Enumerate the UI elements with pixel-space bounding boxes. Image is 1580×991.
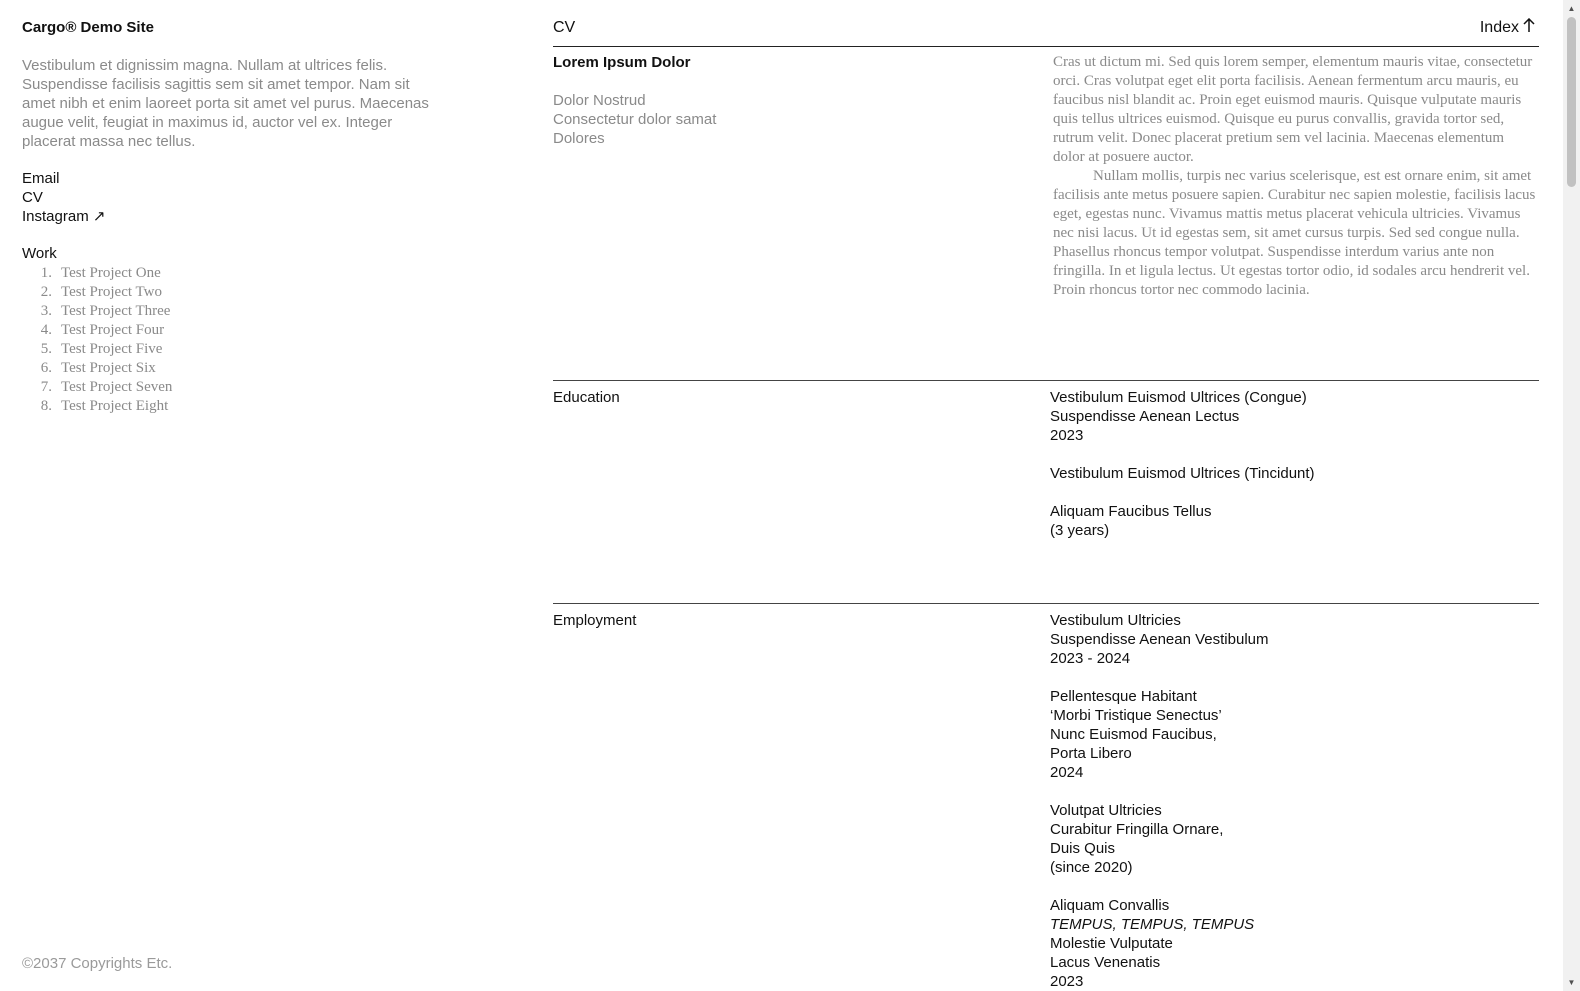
employment-entry	[1050, 896, 1539, 991]
work-item-label[interactable]: Test Project Four	[61, 322, 165, 338]
cv-subtitle-line: Consectetur dolor samat	[553, 111, 717, 128]
work-heading: Work	[22, 245, 57, 262]
intro-left	[553, 53, 1050, 380]
work-item-label[interactable]: Test Project Seven	[61, 379, 173, 395]
page-title: CV	[553, 19, 576, 36]
copyright-text: ©2037 Copyrights Etc.	[22, 955, 173, 972]
scroll-down-icon[interactable]: ▼	[1567, 978, 1576, 987]
work-item-number: 5.	[40, 341, 52, 357]
work-item-label[interactable]: Test Project One	[61, 265, 161, 281]
site-title[interactable]: Cargo® Demo Site	[22, 19, 154, 36]
entry-line: 2023 - 2024	[1050, 650, 1131, 667]
work-item[interactable]	[22, 397, 462, 416]
entry-line: TEMPUS, TEMPUS, TEMPUS	[1050, 916, 1255, 933]
intro-section	[553, 47, 1539, 380]
entry-line: Suspendisse Aenean Vestibulum	[1050, 631, 1269, 648]
work-item[interactable]	[22, 321, 462, 340]
arrow-up-icon[interactable]	[1523, 18, 1535, 39]
scroll-up-icon[interactable]: ▲	[1567, 4, 1576, 13]
work-item[interactable]	[22, 378, 462, 397]
work-item-number: 2.	[40, 284, 52, 300]
entry-line: 2023	[1050, 427, 1084, 444]
entry-line: Aliquam Convallis	[1050, 897, 1170, 914]
scrollbar-thumb[interactable]	[1567, 17, 1576, 187]
entry-line: Pellentesque Habitant	[1050, 688, 1197, 705]
work-item-number: 8.	[40, 398, 52, 414]
work-list	[22, 264, 462, 416]
bio-paragraph: Nullam mollis, turpis nec varius scelerisque, est est ornare enim, sit amet facilisis ante metus posuere sapien. Curabitur nec sapien molestie, facilisis lacus eget, egestas nunc. Vivamus mattis metus placerat vehicula ultricies. Vivamus nec nisi lacus. Ut id egestas sem, sit amet cursus turpis. Sed sed congue nulla. Phasellus rhoncus tempor volutpat. Suspendisse interdum varius ante non fringilla. In et ligula lectus. Ut egestas tortor odio, id sodales arcu hendrerit vel. Proin rhoncus tortor nec commodo lacinia.	[1053, 168, 1536, 298]
entry-line: 2023	[1050, 973, 1084, 990]
index-label[interactable]: Index	[1479, 19, 1519, 36]
entry-line: Nunc Euismod Faucibus,	[1050, 726, 1217, 743]
work-item-label[interactable]: Test Project Six	[61, 360, 156, 376]
instagram-link[interactable]: Instagram ↗	[22, 208, 106, 225]
contact-links	[22, 169, 462, 226]
cv-subtitle-line: Dolor Nostrud	[553, 92, 646, 109]
education-heading: Education	[553, 389, 620, 406]
page-header	[553, 18, 1539, 38]
work-item-label[interactable]: Test Project Three	[61, 303, 171, 319]
work-item-label[interactable]: Test Project Five	[61, 341, 163, 357]
bio-paragraph: Cras ut dictum mi. Sed quis lorem semper, elementum mauris vitae, consectetur orci. Cras volutpat eget elit porta facilisis. Aenean fermentum arcu mauris, eu faucibus nisl blandit ac. Proin eget euismod mauris. Quisque vulputate mauris quis tellus ultrices euismod. Quisque eu purus convallis, gravida tortor sed, rutrum velit. Donec placerat pretium sem vel lacinia. Maecenas elementum dolor at posuere auctor.	[1053, 54, 1533, 165]
entry-line: Porta Libero	[1050, 745, 1132, 762]
employment-heading: Employment	[553, 612, 637, 629]
entry-line: (since 2020)	[1050, 859, 1133, 876]
employment-entry	[1050, 801, 1539, 877]
cv-link[interactable]: CV	[22, 189, 43, 206]
employment-entry	[1050, 687, 1539, 782]
work-item[interactable]	[22, 340, 462, 359]
education-section	[553, 381, 1539, 603]
sidebar	[22, 18, 462, 991]
entry-line: (3 years)	[1050, 522, 1110, 539]
work-item[interactable]	[22, 359, 462, 378]
employment-entry	[1050, 611, 1539, 668]
entry-line: Vestibulum Euismod Ultrices (Tincidunt)	[1050, 465, 1315, 482]
entry-line: ‘Morbi Tristique Senectus’	[1050, 707, 1222, 724]
entry-line: Aliquam Faucibus Tellus	[1050, 503, 1212, 520]
cv-subtitle-line: Dolores	[553, 130, 605, 147]
cv-name: Lorem Ipsum Dolor	[553, 54, 691, 71]
entry-line: 2024	[1050, 764, 1084, 781]
entry-line: Vestibulum Euismod Ultrices (Congue)	[1050, 389, 1307, 406]
work-item[interactable]	[22, 283, 462, 302]
entry-line: Suspendisse Aenean Lectus	[1050, 408, 1240, 425]
index-link[interactable]	[1480, 18, 1535, 39]
work-item[interactable]	[22, 264, 462, 283]
employment-entries	[1050, 611, 1539, 991]
main-content	[553, 18, 1539, 991]
work-item-label[interactable]: Test Project Two	[61, 284, 162, 300]
work-item-number: 6.	[40, 360, 52, 376]
entry-line: Lacus Venenatis	[1050, 954, 1161, 971]
employment-section	[553, 604, 1539, 991]
email-link[interactable]: Email	[22, 170, 60, 187]
entry-line: Curabitur Fringilla Ornare,	[1050, 821, 1224, 838]
education-entries	[1050, 388, 1539, 603]
work-item-number: 7.	[40, 379, 52, 395]
education-entry	[1050, 388, 1539, 445]
entry-line: Vestibulum Ultricies	[1050, 612, 1181, 629]
work-item-number: 4.	[40, 322, 52, 338]
site-intro: Vestibulum et dignissim magna. Nullam at ultrices felis. Suspendisse facilisis sagittis sem sit amet tempor. Nam sit amet nibh et enim laoreet porta sit amet vel purus. Maecenas augue velit, feugiat in maximus id, auctor vel ex. Integer placerat massa nec tellus.	[22, 57, 429, 150]
work-item[interactable]	[22, 302, 462, 321]
cv-subtitle	[553, 91, 1050, 148]
entry-line: Duis Quis	[1050, 840, 1116, 857]
work-item-label[interactable]: Test Project Eight	[61, 398, 169, 414]
work-item-number: 1.	[40, 265, 52, 281]
entry-line: Molestie Vulputate	[1050, 935, 1173, 952]
work-item-number: 3.	[40, 303, 52, 319]
entry-line: Volutpat Ultricies	[1050, 802, 1162, 819]
education-entry	[1050, 502, 1539, 540]
cv-bio	[1050, 53, 1539, 380]
vertical-scrollbar[interactable]	[1563, 0, 1580, 991]
education-entry	[1050, 464, 1539, 483]
